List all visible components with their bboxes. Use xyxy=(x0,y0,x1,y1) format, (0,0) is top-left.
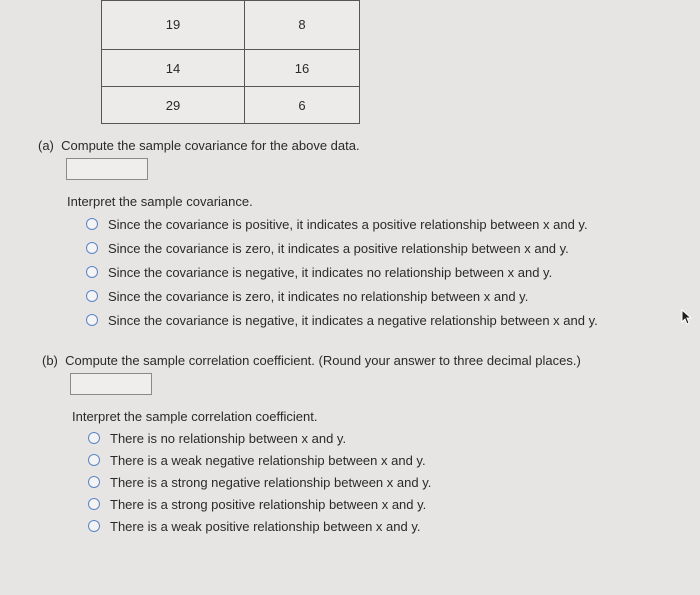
radio-button[interactable] xyxy=(86,290,98,302)
option-label: There is no relationship between x and y. xyxy=(110,430,347,446)
part-b-label: (b) xyxy=(42,353,58,368)
part-b-option[interactable] xyxy=(88,515,431,537)
option-label: Since the covariance is positive, it indicates a positive relationship between x and y. xyxy=(108,216,588,232)
part-b-interpret-prompt: Interpret the sample correlation coefficient. xyxy=(72,409,318,424)
part-b-option[interactable] xyxy=(88,427,431,449)
part-a-option[interactable] xyxy=(86,308,598,332)
part-a-question xyxy=(38,138,360,153)
part-b-option[interactable] xyxy=(88,493,431,515)
radio-button[interactable] xyxy=(86,218,98,230)
part-b-options xyxy=(88,427,431,537)
part-b-question xyxy=(42,353,581,368)
radio-button[interactable] xyxy=(86,266,98,278)
x-cell: 19 xyxy=(102,1,245,50)
radio-button[interactable] xyxy=(88,520,100,532)
part-a-options xyxy=(86,212,598,332)
table-row xyxy=(102,1,360,50)
option-label: Since the covariance is zero, it indicates a positive relationship between x and y. xyxy=(108,240,569,256)
part-a-option[interactable] xyxy=(86,284,598,308)
option-label: There is a strong negative relationship between x and y. xyxy=(110,474,432,490)
part-a-option[interactable] xyxy=(86,236,598,260)
covariance-answer-input[interactable] xyxy=(66,158,148,180)
part-b-question-text: Compute the sample correlation coefficient. (Round your answer to three decimal places.) xyxy=(65,353,581,368)
x-cell: 29 xyxy=(102,87,245,124)
table-row xyxy=(102,87,360,124)
part-a-interpret-prompt: Interpret the sample covariance. xyxy=(67,194,253,209)
part-b-option[interactable] xyxy=(88,449,431,471)
radio-button[interactable] xyxy=(88,498,100,510)
part-a-option[interactable] xyxy=(86,260,598,284)
radio-button[interactable] xyxy=(88,476,100,488)
radio-button[interactable] xyxy=(88,432,100,444)
option-label: Since the covariance is negative, it indicates a negative relationship between x and y. xyxy=(108,312,598,328)
radio-button[interactable] xyxy=(86,242,98,254)
y-cell: 6 xyxy=(245,87,360,124)
x-cell: 14 xyxy=(102,50,245,87)
option-label: There is a strong positive relationship between x and y. xyxy=(110,496,427,512)
y-cell: 8 xyxy=(245,1,360,50)
option-label: There is a weak positive relationship between x and y. xyxy=(110,518,421,534)
part-a-option[interactable] xyxy=(86,212,598,236)
part-b-option[interactable] xyxy=(88,471,431,493)
part-a-label: (a) xyxy=(38,138,54,153)
option-label: Since the covariance is negative, it indicates no relationship between x and y. xyxy=(108,264,553,280)
table-row xyxy=(102,50,360,87)
y-cell: 16 xyxy=(245,50,360,87)
radio-button[interactable] xyxy=(86,314,98,326)
option-label: There is a weak negative relationship between x and y. xyxy=(110,452,426,468)
radio-button[interactable] xyxy=(88,454,100,466)
correlation-answer-input[interactable] xyxy=(70,373,152,395)
data-table xyxy=(101,0,360,124)
option-label: Since the covariance is zero, it indicates no relationship between x and y. xyxy=(108,288,529,304)
mouse-cursor-icon xyxy=(681,309,695,325)
part-a-question-text: Compute the sample covariance for the above data. xyxy=(61,138,360,153)
